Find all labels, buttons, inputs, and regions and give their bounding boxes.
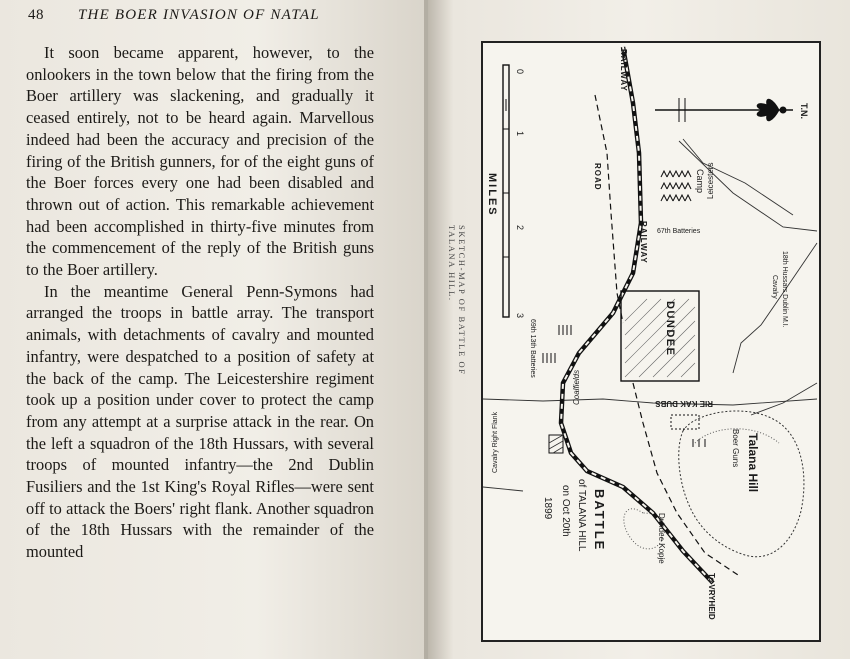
label-cavalry: Cavalry <box>771 275 778 299</box>
running-title: THE BOER INVASION OF NATAL <box>78 7 320 23</box>
battle-title-place: of TALANA HILL <box>576 479 587 552</box>
north-arrow <box>655 98 793 122</box>
label-talana-hill: Talana Hill <box>746 433 760 493</box>
battle-title-year: 1899 <box>542 497 553 520</box>
coalfields-marker <box>549 435 563 453</box>
label-road: ROAD <box>593 163 602 191</box>
label-cavalry-right: Cavalry Right Flank <box>492 411 499 473</box>
talana-hill-outline <box>679 411 804 557</box>
label-railway-mid: RAILWAY <box>639 221 648 264</box>
dundee-town <box>621 291 699 381</box>
scale-label: MILES <box>486 173 498 217</box>
label-rie-kak-dubs: RIE KAK DUBS <box>655 399 713 408</box>
label-railway-top: RAILWAY <box>619 49 628 92</box>
label-batteries-camp: 67th Batteries <box>657 228 701 235</box>
north-label: T.N. <box>799 103 809 120</box>
paragraph-1: It soon became apparent, however, to the onlookers in the town below that the firing from the Boer artillery was slackening, and gradually it ceased entirely, not to be heard again. Marvellous indeed had been the accuracy and precision of the firing of the British gunners, for of the eight guns of the Boer forces every one had been disabled and thrown out of action. This remarkable achievement had been accomplished in thirty-five minutes from the commencement of the reply of the British guns to the Boer artillery. <box>26 43 374 280</box>
scale-tick-1: 1 <box>515 131 525 137</box>
scale-tick-0: 0 <box>515 69 525 75</box>
battle-title-main: BATTLE <box>592 489 607 552</box>
rie-kak-dubs-marker <box>671 415 699 429</box>
label-boer-guns: Boer Guns <box>731 429 740 468</box>
terrain-lines <box>483 139 817 491</box>
paragraph-2: In the meantime General Penn-Symons had arranged the troops in battle array. The transport animals, with detachments of cavalry and mounted infantry, were despatched to a position of safety at the back of the camp. The Leicestershire regiment took up a position under cover to protect the camp from any attempt at a surprise attack in the rear. On the left a squadron of the 18th Hussars, with several troops of mounted infantry—the 2nd Dublin Fusiliers and the 1st King's Royal Rifles—were sent off to attack the Boers' right flank. Another squadron of the 18th Hussars with the remainder of the mounted <box>26 281 374 562</box>
label-dundee-kopje: Dundee Kopje <box>657 513 666 564</box>
label-dundee: DUNDEE <box>664 301 676 357</box>
page-number: 48 <box>28 7 44 23</box>
label-camp: Camp <box>695 169 705 194</box>
body-text <box>26 42 374 563</box>
battle-map <box>483 43 819 640</box>
scale-tick-2: 2 <box>515 225 525 231</box>
scale-tick-3: 3 <box>515 313 525 319</box>
scale-bar <box>486 65 525 318</box>
label-leicesters: Leicesters <box>706 162 715 199</box>
label-hussars: 18th Hussars Dublin M.I. <box>781 251 788 328</box>
dundee-hatching <box>625 299 695 377</box>
label-batteries-main: 69th 13th Batteries <box>529 319 536 378</box>
label-to-vryheid: To VRYHEID <box>707 573 716 620</box>
map-caption: SKETCH-MAP OF BATTLE OF TALANA HILL. <box>447 225 467 376</box>
battle-title <box>542 479 607 552</box>
battle-title-date: on Oct 20th <box>560 485 571 537</box>
label-coalfields: Coalfields <box>572 369 581 405</box>
map-frame <box>481 41 821 642</box>
